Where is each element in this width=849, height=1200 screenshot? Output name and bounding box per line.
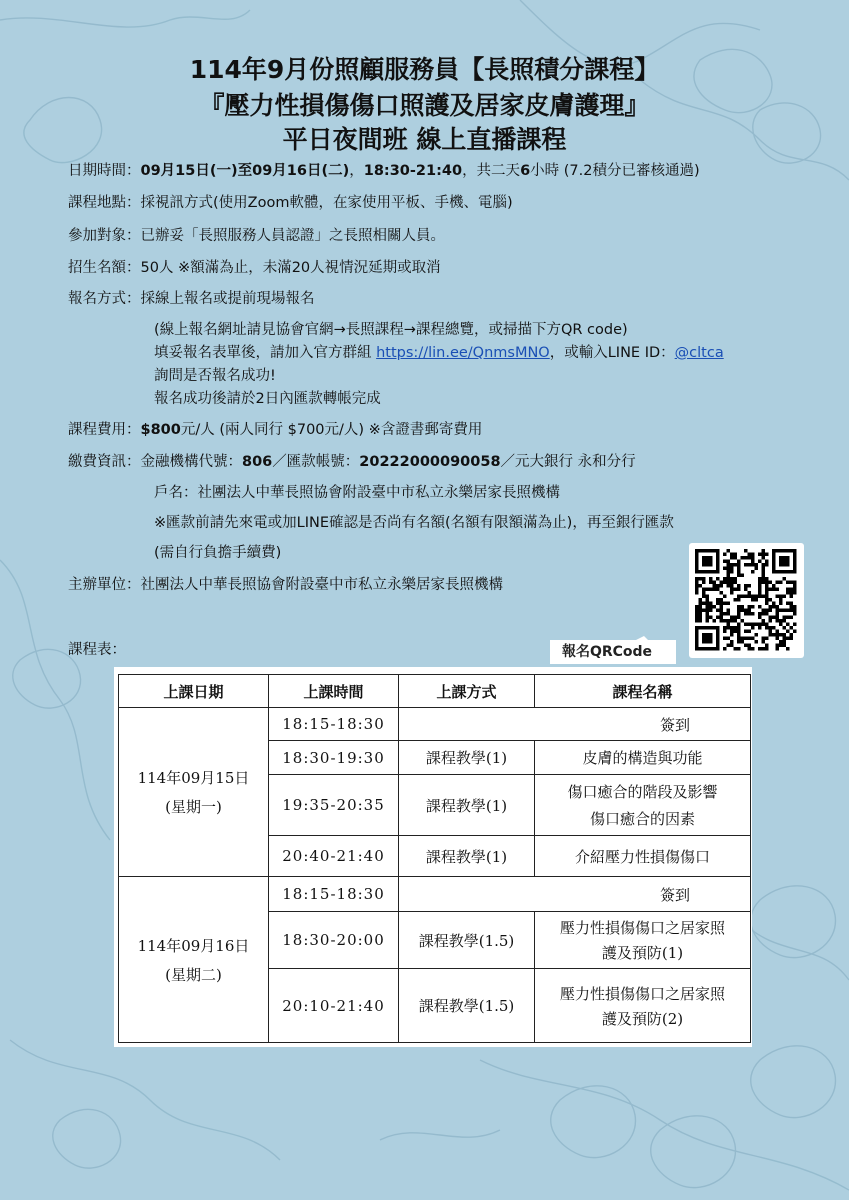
payment-account-number: 20222000090058 (359, 454, 501, 470)
table-header-row (119, 675, 751, 708)
organizer-label: 主辦單位： (68, 577, 141, 593)
organizer-value: 社團法人中華長照協會附設臺中市私立永樂居家長照機構 (140, 577, 503, 593)
row-method: 課程教學(1) (399, 741, 535, 775)
registration-qr-code[interactable] (689, 543, 804, 658)
table-row (119, 877, 751, 912)
row-time: 18:15-18:30 (269, 708, 399, 741)
quota-label: 招生名額： (68, 260, 141, 276)
header-course: 課程名稱 (535, 675, 751, 708)
row-time: 18:15-18:30 (269, 877, 399, 912)
qr-label: 報名QRCode (561, 644, 653, 660)
row-course (535, 969, 751, 1043)
row-course-line-1: 壓力性損傷傷口之居家照 (559, 919, 725, 937)
location-label: 課程地點： (68, 195, 141, 211)
day-2-weekday: (星期二) (165, 965, 222, 984)
day-1-cell (119, 708, 269, 877)
row-course (535, 912, 751, 969)
table-row (119, 708, 751, 741)
register-note-4: 報名成功後請於2日內匯款轉帳完成 (154, 391, 381, 407)
row-time: 18:30-19:30 (269, 741, 399, 775)
row-course: 皮膚的構造與功能 (535, 741, 751, 775)
payment-note-2: (需自行負擔手續費) (154, 545, 282, 561)
info-fee (68, 420, 482, 440)
info-date (68, 161, 700, 181)
fee-label: 課程費用： (68, 422, 141, 438)
info-organizer (68, 575, 503, 595)
fee-amount: $800 (140, 422, 181, 438)
header-date: 上課日期 (119, 675, 269, 708)
row-time: 19:35-20:35 (269, 775, 399, 836)
date-credits: 小時 (7.2積分已審核通過) (530, 163, 700, 179)
row-course: 介紹壓力性損傷傷口 (535, 836, 751, 877)
schedule-label: 課程表： (68, 642, 126, 658)
info-register (68, 289, 315, 309)
register-note-2b: ，或輸入LINE ID： (549, 345, 675, 361)
info-payment (68, 452, 636, 472)
date-days: ，共二天 (462, 163, 521, 179)
title-line-3: 平日夜間班 線上直播課程 (282, 125, 567, 154)
header-method: 上課方式 (399, 675, 535, 708)
row-course (535, 775, 751, 836)
row-time: 20:10-21:40 (269, 969, 399, 1043)
row-course-line-2: 護及預防(1) (601, 944, 684, 962)
register-note-1: (線上報名網址請見協會官網→長照課程→課程總覽，或掃描下方QR code) (154, 322, 628, 338)
info-quota (68, 258, 441, 278)
register-note-3: 詢問是否報名成功! (154, 368, 276, 384)
payment-account-name: 戶名：社團法人中華長照協會附設臺中市私立永樂居家長照機構 (154, 485, 560, 501)
qr-code-icon (689, 543, 804, 658)
day-2-cell (119, 877, 269, 1043)
row-time: 20:40-21:40 (269, 836, 399, 877)
audience-label: 參加對象： (68, 228, 141, 244)
payment-bank-code-label: 金融機構代號： (140, 454, 242, 470)
row-course-line-2: 傷口癒合的因素 (589, 810, 695, 828)
register-note-2a: 填妥報名表單後，請加入官方群組 (154, 345, 377, 361)
row-method: 課程教學(1) (399, 836, 535, 877)
row-course-line-1: 壓力性損傷傷口之居家照 (559, 984, 725, 1003)
header-time: 上課時間 (269, 675, 399, 708)
row-method: 課程教學(1.5) (399, 912, 535, 969)
payment-label: 繳費資訊： (68, 454, 141, 470)
date-sep: ， (349, 163, 364, 179)
schedule-table-container (114, 667, 752, 1047)
title-line-1: 114年9月份照顧服務員【長照積分課程】 (189, 55, 660, 84)
row-method: 課程教學(1) (399, 775, 535, 836)
info-audience (68, 226, 445, 246)
register-label: 報名方式： (68, 291, 141, 307)
schedule-table (118, 674, 751, 1043)
location-value: 採視訊方式(使用Zoom軟體，在家使用平板、手機、電腦) (140, 195, 513, 211)
day-1-weekday: (星期一) (165, 798, 222, 816)
date-time: 18:30-21:40 (363, 163, 463, 179)
quota-value: 50人 ※額滿為止，未滿20人視情況延期或取消 (140, 260, 441, 276)
audience-value: 已辦妥「長照服務人員認證」之長照相關人員。 (140, 228, 445, 244)
register-value: 採線上報名或提前現場報名 (140, 291, 315, 307)
date-label: 日期時間： (68, 163, 141, 179)
line-id: @cltca (674, 345, 724, 361)
row-time: 18:30-20:00 (269, 912, 399, 969)
payment-bank-name: ／元大銀行 永和分行 (500, 454, 636, 470)
day-2-date: 114年09月16日 (137, 936, 250, 955)
title-line-2: 『壓力性損傷傷口照護及居家皮膚護理』 (199, 91, 650, 120)
fee-detail: 元/人 (兩人同行 $700元/人) ※含證書郵寄費用 (180, 422, 483, 438)
info-location (68, 193, 513, 213)
payment-note: ※匯款前請先來電或加LINE確認是否尚有名額(名額有限額滿為止)，再至銀行匯款 (154, 515, 674, 531)
row-course: 簽到 (399, 708, 751, 741)
row-course-line-2: 護及預防(2) (601, 1009, 684, 1028)
payment-bank-code: 806 (242, 454, 273, 470)
date-range: 09月15日(一)至09月16日(二) (140, 163, 350, 179)
row-method: 課程教學(1.5) (399, 969, 535, 1043)
row-course-line-1: 傷口癒合的階段及影響 (567, 783, 718, 801)
date-hours: 6 (520, 163, 531, 179)
line-group-link[interactable]: https://lin.ee/QnmsMNO (376, 345, 550, 361)
payment-account-label: ／匯款帳號： (272, 454, 360, 470)
row-course: 簽到 (399, 877, 751, 912)
day-1-date: 114年09月15日 (137, 769, 250, 787)
register-note-2 (154, 343, 724, 363)
